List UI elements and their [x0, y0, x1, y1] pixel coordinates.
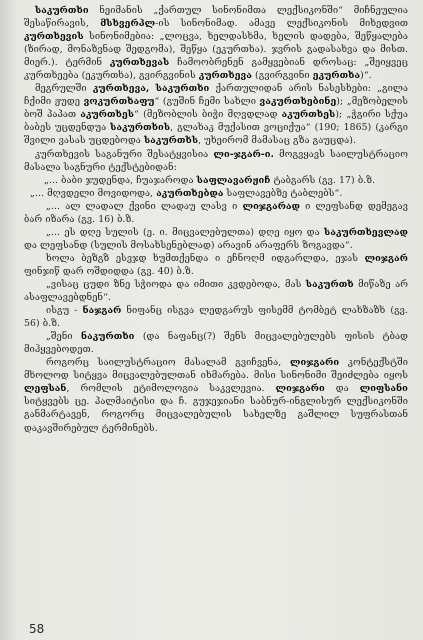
bold-term: ლიჯგარ	[364, 252, 408, 264]
text-run: „... ბაბი ჯუდენდა, ჩუაჯაროდა	[44, 174, 197, 186]
text-run: მეგრულში	[35, 83, 93, 95]
paragraph	[24, 200, 408, 226]
text-run: ტაბგარს (გვ. 17) ბ.ზ.	[270, 174, 376, 186]
page-number: 58	[29, 622, 45, 636]
paragraph	[24, 4, 408, 82]
paragraph	[24, 330, 408, 356]
text-run: (გვირგვინი	[251, 70, 313, 82]
bold-term: ლი-ჯგარ-ი.	[213, 148, 274, 160]
paragraph	[24, 226, 408, 252]
text-run: ); „ჭგირი სქუა ბაბეს უცდენდუა	[24, 109, 409, 134]
text-run: მოგვყავს საილუსტრაციო მასალა საგნური ტექსტებიდან:	[24, 148, 408, 173]
paragraph	[24, 278, 408, 304]
text-run: ისგუ -	[46, 305, 83, 317]
bold-term: ვაკურთხებინე	[259, 96, 337, 108]
bold-term: საკურთხევლად	[324, 226, 408, 238]
bold-term: ლიჯგარი	[289, 357, 340, 369]
text-run: როგორც საილუსტრაციო მასალამ გვიჩვენა,	[46, 357, 290, 369]
paragraph	[24, 252, 408, 278]
text-run: ქართულიდან არის ნასესხები: „გილა ჩქიმი ჟუდე	[24, 83, 409, 108]
bold-term: ვოკურთხაფუ	[83, 96, 155, 108]
bold-term: ნაჯგარ	[82, 305, 122, 317]
bold-term: საფლავარჟიჩ	[196, 174, 271, 186]
bold-term: აკურთხეს	[80, 109, 135, 121]
text-run: )“.	[360, 70, 372, 82]
bold-term: ნაკურთხი	[81, 331, 135, 343]
bold-term: აკურთხებდა	[156, 187, 224, 199]
paragraph	[24, 187, 408, 200]
bold-term: საკურთხს	[144, 135, 199, 147]
bold-term: ლიფსანი	[359, 383, 408, 395]
text-run: (და ნაფანც(?) შენს მიცვალებულებს ფისის ტბად მიჰყვებოდეთ.	[24, 331, 408, 356]
text-run: , რომლის ეტიმოლოგია საკვლევია.	[66, 383, 276, 395]
text-run: კურთხევის საგანური შესატყვისია	[35, 148, 214, 160]
paragraph	[24, 148, 408, 174]
text-run: სიტყვებს ცე. პალმაიტისი და ჩ. გუჯეჯიანი საბნურ-ინგლისურ ლექსიკონში განმარტავენ, როგორც მიცვალებულის სახელზე გაშლილ სუფრასთან დაკავშირებულ ტერმინებს.	[24, 396, 408, 434]
paragraph	[24, 304, 408, 330]
text-run: და ლეფსანდ (სულის მოსახსენებლად) არავინ არაფერს ზოგავდა“.	[24, 239, 353, 251]
bold-term: ლიჯგარად	[242, 200, 300, 212]
bold-term: მსხვერპლ	[100, 18, 156, 30]
text-run: „შენი	[46, 331, 82, 343]
text-run: „... მღვდელი მოვიდოდა,	[30, 187, 157, 199]
bold-term: აკურთხეს	[281, 109, 336, 121]
text-run: ი ლეფსანდ დემეგავ ბარ იზარა (გვ. 16) ბ.ზ.	[24, 200, 408, 225]
bold-term: ლიჯგარი	[275, 383, 325, 395]
bold-term: ეკურთხა	[312, 70, 361, 82]
text-run: ნიფანც ისგვა ლედგარუს ფისემმ ტომბეტ ლახზაზხ (გვ. 56) ბ.ზ.	[24, 305, 408, 330]
paragraph	[24, 174, 408, 187]
text-run: მიწაზე არ ასაფლავებდნენ“.	[24, 278, 408, 304]
text-run: ნეიმანის „ქართულ სინონიმთა ლექსიკონში“ მიჩნეულია შესაწირავის,	[24, 5, 408, 30]
text-run: ფინჯიწ დარ ოშდიდდა (გვ. 40) ბ.ზ.	[24, 265, 194, 277]
text-run: „... ალ ლადალ ქვინი ლადაუ ლასვ ი	[46, 200, 243, 212]
bold-term: საკურთხი	[35, 5, 89, 16]
bold-term: კურთხევას	[109, 57, 170, 69]
text-run: , უხეირომ მამასაც გზა გაუცდა).	[198, 135, 357, 147]
bold-term: ლეფსან	[24, 383, 67, 395]
paragraph	[24, 356, 408, 434]
bold-term: კურთხევა	[198, 70, 252, 82]
text-run: “ (მეზობლის ბიჭი მღვდლად	[134, 109, 282, 121]
text-run: , გლახაკ მუქასით ვოციქუა“ (190; 1865) (კარგი შვილი ვასას უცდებოდა	[24, 122, 408, 147]
text-run: სინონიმებია: „ლოცვა, ხელდასხმა, ხელის დადება, შეწყალება (ზირად, მონაზვნად შედგომა), შეწყა (ეკურთხა). ჯვრის გადასახვა და მისთ. მიერ.). ტერმინ	[24, 31, 408, 69]
text-run: „... ეს დღე სულის (ე. ი. მიცვალებულთა) დღე იყო და	[46, 226, 325, 238]
text-run: ხოლა ბეზგზ ესვჯდ ხუმთქენდა ი ეჩნოღმ იდგარლდა, ეჯას	[46, 252, 365, 264]
body-text	[24, 4, 408, 435]
text-run: „ვისაც ცუდი ზნე სჭიოდა და იმითი კვდებოდა, მას	[46, 278, 306, 290]
text-run: კონტექსტში მხოლოდ სიტყვა მიცვალებულთან იხმარება. მისი სინონიმი შეიძლება იყოს	[24, 357, 408, 382]
text-run: საფლავებზე ტაბლებს“.	[223, 187, 343, 199]
text-run: ჩამოობრენენ გამყვებიან დროსაც: „შეიყვეც კურთხეება (ეკურთხა), გვირგვინის	[24, 57, 408, 82]
text-run: და	[324, 383, 360, 395]
text-run: ); „მეზობელის ბოშ პაპათ	[24, 96, 408, 121]
text-run: -ის სინონიმად. ამავე ლექსიკონის მიხედვით	[155, 18, 408, 30]
paragraph	[24, 82, 408, 147]
bold-term: საკურთხის	[110, 122, 171, 134]
bold-term: საკურთხ	[305, 278, 354, 290]
bold-term: კურთხევის	[24, 31, 84, 43]
text-run: “ (გუშინ ჩემი სახლი	[154, 96, 260, 108]
bold-term: კურთხევა, საკურთხი	[92, 83, 210, 95]
